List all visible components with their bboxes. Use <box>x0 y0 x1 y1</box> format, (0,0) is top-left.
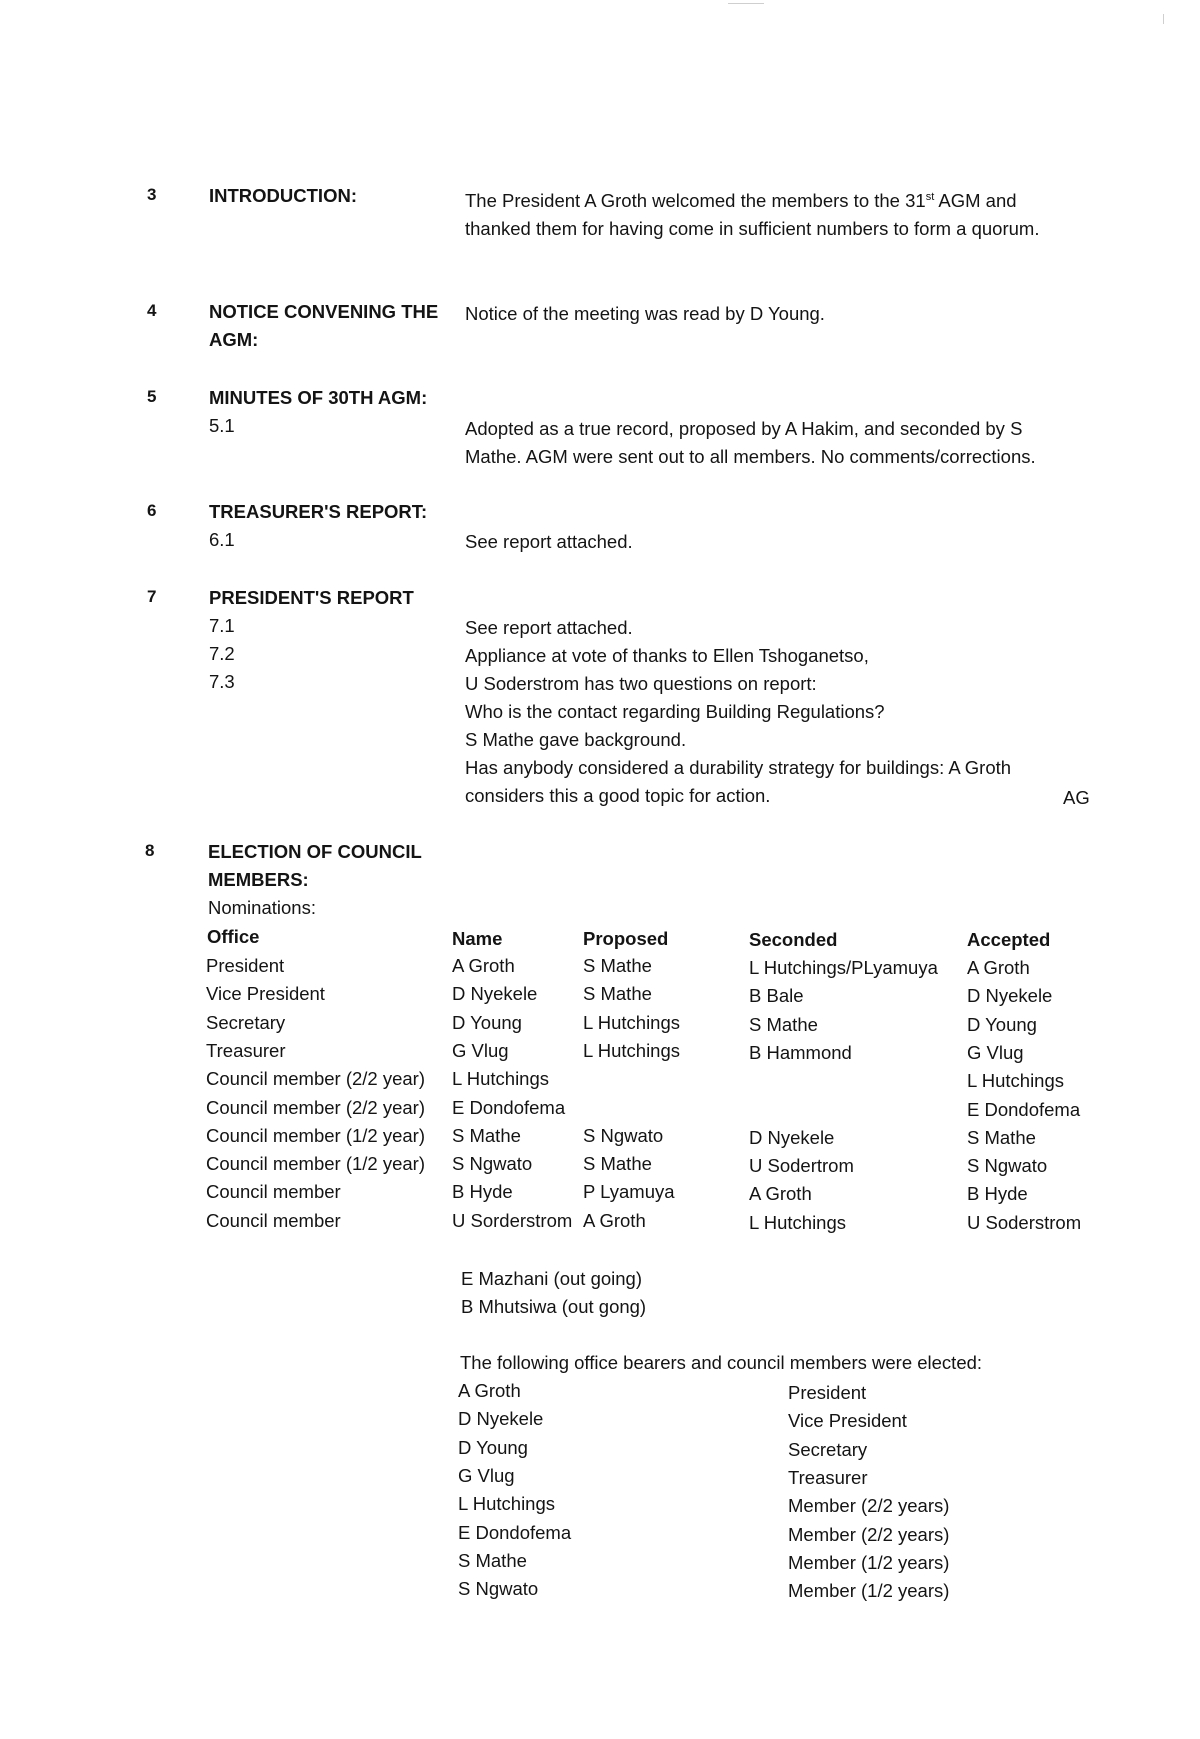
cell-seconded: A Groth <box>749 1183 812 1204</box>
cell-name: E Dondofema <box>452 1097 566 1118</box>
section-heading: TREASURER'S REPORT: <box>209 501 428 522</box>
cell-office: Treasurer <box>206 1040 286 1061</box>
cell-office: Council member <box>206 1210 341 1231</box>
section-number: 8 <box>145 841 155 860</box>
section-text: See report attached. <box>465 531 633 552</box>
section-number: 6 <box>147 501 157 520</box>
cell-name: A Groth <box>452 955 515 976</box>
cell-office: President <box>206 955 285 976</box>
scan-mark-right <box>1163 14 1164 24</box>
section-text: thanked them for having come in sufficient numbers to form a quorum. <box>465 218 1040 239</box>
cell-office: Secretary <box>206 1012 286 1033</box>
outgoing-member: B Mhutsiwa (out gong) <box>461 1296 647 1317</box>
cell-name: G Vlug <box>452 1040 509 1061</box>
cell-proposed: S Mathe <box>583 983 652 1004</box>
report-line: See report attached. <box>465 617 633 638</box>
elected-office: Member (1/2 years) <box>788 1580 950 1601</box>
cell-office: Council member (2/2 year) <box>206 1097 425 1118</box>
section-text-part: The President A Groth welcomed the members to the 31 <box>465 190 926 211</box>
cell-office: Council member <box>206 1181 341 1202</box>
report-line: U Soderstrom has two questions on report: <box>465 673 817 694</box>
cell-proposed: A Groth <box>583 1210 646 1231</box>
ordinal-suffix: st <box>925 190 935 203</box>
section-text <box>465 190 1017 212</box>
section-text: Notice of the meeting was read by D Young. <box>465 303 825 324</box>
cell-accepted: L Hutchings <box>967 1070 1065 1091</box>
cell-name: S Mathe <box>452 1125 521 1146</box>
section-heading: PRESIDENT'S REPORT <box>209 587 414 608</box>
column-header-name: Name <box>452 928 503 949</box>
cell-proposed: P Lyamuya <box>583 1181 675 1202</box>
section-number: 4 <box>147 301 157 320</box>
elected-office: Secretary <box>788 1439 868 1460</box>
cell-proposed: S Mathe <box>583 955 652 976</box>
scan-mark-top <box>728 3 764 4</box>
elected-name: D Nyekele <box>458 1408 544 1429</box>
cell-seconded: L Hutchings/PLyamuya <box>749 957 938 978</box>
cell-name: U Sorderstrom <box>452 1210 573 1231</box>
column-header-office: Office <box>207 926 260 947</box>
elected-name: E Dondofema <box>458 1522 572 1543</box>
elected-office: Member (2/2 years) <box>788 1524 950 1545</box>
subsection-number: 7.3 <box>209 671 235 692</box>
cell-seconded: D Nyekele <box>749 1127 835 1148</box>
cell-seconded: L Hutchings <box>749 1212 847 1233</box>
outgoing-member: E Mazhani (out going) <box>461 1268 642 1289</box>
cell-office: Council member (2/2 year) <box>206 1068 425 1089</box>
cell-accepted: A Groth <box>967 957 1030 978</box>
cell-accepted: B Hyde <box>967 1183 1028 1204</box>
cell-proposed: L Hutchings <box>583 1040 681 1061</box>
cell-proposed: S Ngwato <box>583 1125 664 1146</box>
column-header-proposed: Proposed <box>583 928 669 949</box>
elected-name: L Hutchings <box>458 1493 556 1514</box>
cell-office: Council member (1/2 year) <box>206 1125 425 1146</box>
cell-name: L Hutchings <box>452 1068 550 1089</box>
section-text-part: AGM and <box>934 190 1017 211</box>
column-header-accepted: Accepted <box>967 929 1051 950</box>
subsection-number: 6.1 <box>209 529 235 550</box>
report-line: S Mathe gave background. <box>465 729 687 750</box>
section-heading: INTRODUCTION: <box>209 185 357 206</box>
column-header-seconded: Seconded <box>749 929 838 950</box>
elected-office: Member (2/2 years) <box>788 1495 950 1516</box>
cell-accepted: E Dondofema <box>967 1099 1081 1120</box>
cell-accepted: D Nyekele <box>967 985 1053 1006</box>
subsection-number: 7.2 <box>209 643 235 664</box>
cell-name: B Hyde <box>452 1181 513 1202</box>
cell-office: Council member (1/2 year) <box>206 1153 425 1174</box>
elected-office: Vice President <box>788 1410 907 1431</box>
cell-name: S Ngwato <box>452 1153 533 1174</box>
section-heading: ELECTION OF COUNCIL <box>208 841 422 862</box>
cell-accepted: G Vlug <box>967 1042 1024 1063</box>
action-initials: AG <box>1063 787 1090 808</box>
subsection-number: 5.1 <box>209 415 235 436</box>
elected-name: D Young <box>458 1437 528 1458</box>
elected-intro: The following office bearers and council members were elected: <box>460 1352 983 1373</box>
elected-name: G Vlug <box>458 1465 515 1486</box>
elected-name: S Mathe <box>458 1550 527 1571</box>
section-heading: AGM: <box>209 329 259 350</box>
cell-accepted: U Soderstrom <box>967 1212 1082 1233</box>
cell-name: D Young <box>452 1012 522 1033</box>
cell-accepted: S Ngwato <box>967 1155 1048 1176</box>
cell-seconded: B Hammond <box>749 1042 852 1063</box>
elected-name: A Groth <box>458 1380 521 1401</box>
report-line: Who is the contact regarding Building Regulations? <box>465 701 885 722</box>
section-text: Mathe. AGM were sent out to all members. No comments/corrections. <box>465 446 1036 467</box>
cell-seconded: B Bale <box>749 985 804 1006</box>
section-number: 7 <box>147 587 157 606</box>
cell-name: D Nyekele <box>452 983 538 1004</box>
section-heading: MINUTES OF 30TH AGM: <box>209 387 428 408</box>
section-number: 3 <box>147 185 157 204</box>
cell-accepted: D Young <box>967 1014 1037 1035</box>
elected-name: S Ngwato <box>458 1578 539 1599</box>
section-text: Adopted as a true record, proposed by A Hakim, and seconded by S <box>465 418 1023 439</box>
elected-office: Treasurer <box>788 1467 868 1488</box>
report-line: considers this a good topic for action. <box>465 785 771 806</box>
cell-seconded: S Mathe <box>749 1014 818 1035</box>
cell-accepted: S Mathe <box>967 1127 1036 1148</box>
cell-seconded: U Sodertrom <box>749 1155 854 1176</box>
subsection-number: 7.1 <box>209 615 235 636</box>
section-heading: MEMBERS: <box>208 869 309 890</box>
elected-office: Member (1/2 years) <box>788 1552 950 1573</box>
report-line: Has anybody considered a durability strategy for buildings: A Groth <box>465 757 1012 778</box>
cell-proposed: L Hutchings <box>583 1012 681 1033</box>
section-number: 5 <box>147 387 157 406</box>
cell-proposed: S Mathe <box>583 1153 652 1174</box>
report-line: Appliance at vote of thanks to Ellen Tshoganetso, <box>465 645 869 666</box>
section-heading: NOTICE CONVENING THE <box>209 301 439 322</box>
nominations-label: Nominations: <box>208 897 316 918</box>
elected-office: President <box>788 1382 867 1403</box>
cell-office: Vice President <box>206 983 325 1004</box>
